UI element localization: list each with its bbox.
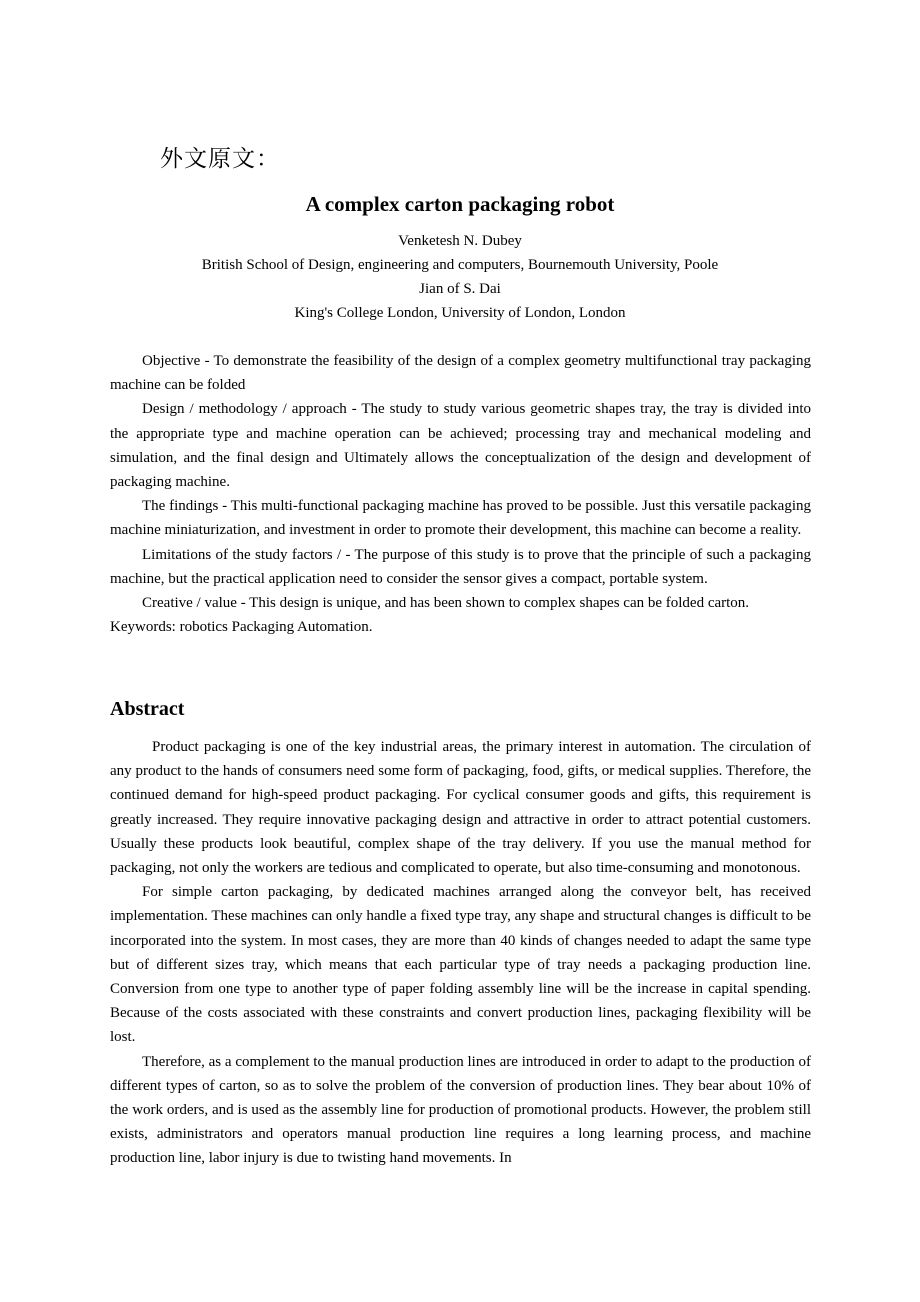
- author-name: Jian of S. Dai: [419, 281, 501, 297]
- author-name: Venketesh N. Dubey: [398, 233, 522, 249]
- author-affiliation: British School of Design, engineering and computers, Bournemouth University, Poole: [201, 257, 719, 273]
- summary-limitations: Limitations of the study factors / - The purpose of this study is to prove that the principle of such a packaging machine, but the practical application need to consider the sensor gives a compact, portable system.: [110, 546, 811, 587]
- abstract-paragraph: Therefore, as a complement to the manual production lines are introduced in order to adapt to the production of different types of carton, so as to solve the problem of the conversion of production lines. They bear about 10% of the work orders, and is used as the assembly line for production of promotional products. However, the problem still exists, administrators and operators manual production line requires a long learning process, and machine production line, labor injury is due to twisting hand movements. In: [110, 1053, 811, 1167]
- keywords: Keywords: robotics Packaging Automation.: [110, 619, 373, 636]
- abstract-paragraph: Product packaging is one of the key industrial areas, the primary interest in automation. The circulation of any product to the hands of consumers need some form of packaging, food, gifts, or medical supplies. Therefore, the continued demand for high-speed product packaging. For cyclical consumer goods and gifts, this requirement is greatly increased. They require innovative packaging design and attractive in order to attract potential customers. Usually these products look beautiful, complex shape of the tray delivery. If you use the manual method for packaging, not only the workers are tedious and complicated to operate, but also time-consuming and monotonous.: [110, 739, 811, 877]
- structured-summary: [110, 349, 811, 639]
- summary-value: Creative / value - This design is unique, and has been shown to complex shapes can be folded carton.: [142, 595, 750, 612]
- paper-title: A complex carton packaging robot: [305, 192, 615, 216]
- summary-design: Design / methodology / approach - The study to study various geometric shapes tray, the tray is divided into the appropriate type and machine operation can be achieved; processing tray and mechanical modeling and simulation, and the final design and Ultimately allows the conceptualization of the design and development of packaging machine.: [110, 401, 811, 491]
- summary-objective: Objective - To demonstrate the feasibility of the design of a complex geometry multifunctional tray packaging machine can be folded: [110, 353, 811, 394]
- summary-findings: The findings - This multi-functional packaging machine has proved to be possible. Just this versatile packaging machine miniaturization, and investment in order to promote their development, this machine can become a reality.: [110, 498, 811, 539]
- abstract-paragraph: For simple carton packaging, by dedicated machines arranged along the conveyor belt, has received implementation. These machines can only handle a fixed type tray, any shape and structural changes is difficult to be incorporated into the system. In most cases, they are more than 40 kinds of changes needed to adapt the same type but of different sizes tray, which means that each particular type of tray needs a packaging production line. Conversion from one type to another type of paper folding assembly line will be the increase in capital spending. Because of the costs associated with these constraints and convert production lines, packaging flexibility will be lost.: [110, 884, 811, 1046]
- author-affiliation: King's College London, University of London, London: [294, 305, 626, 321]
- abstract-heading: Abstract: [110, 698, 185, 720]
- abstract-body: [110, 735, 811, 1171]
- section-label-foreign-original: 外文原文：: [160, 146, 280, 172]
